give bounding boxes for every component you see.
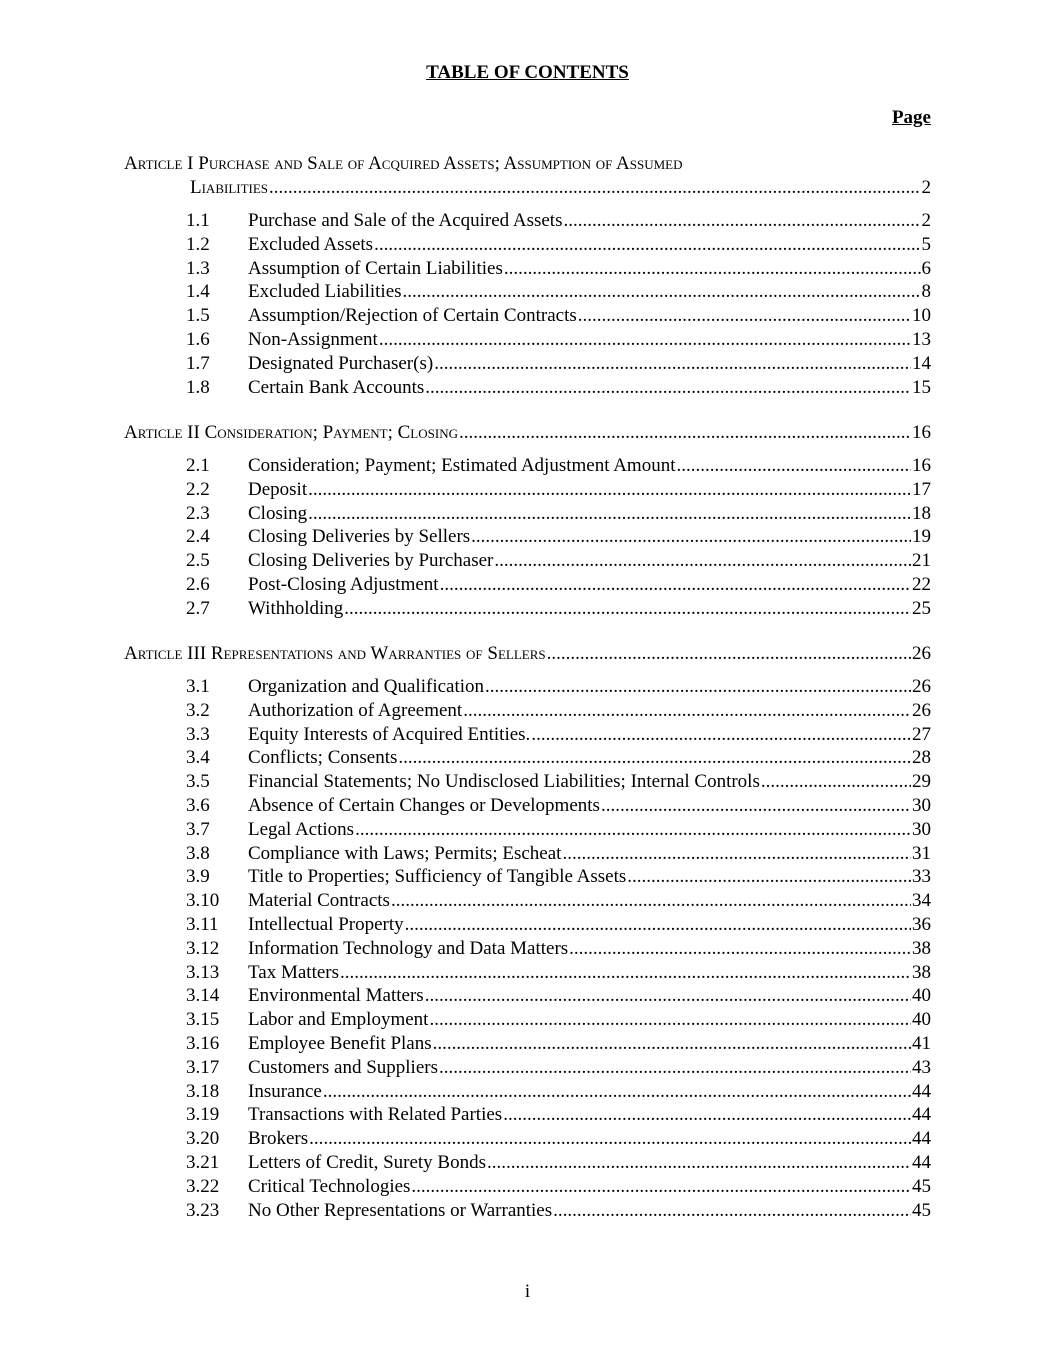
section-number: 2.5 [186,550,210,572]
leader-dots [425,376,911,400]
section-page-number: 40 [912,1009,931,1031]
leader-dots [463,699,911,723]
toc-entry[interactable] [186,573,931,597]
section-title: Excluded Liabilities [248,281,402,303]
toc-entry[interactable] [186,818,931,842]
page-number-footer: i [524,1281,531,1302]
leader-dots [433,1032,911,1056]
leader-dots [569,937,911,961]
leader-dots [459,421,911,445]
section-number: 2.6 [186,573,210,595]
section-title: Closing Deliveries by Sellers [248,526,471,548]
leader-dots [379,328,911,352]
leader-dots [411,1175,911,1199]
section-number: 1.3 [186,257,210,279]
leader-dots [323,1080,911,1104]
leader-dots [308,502,911,526]
section-title: Employee Benefit Plans [248,1032,432,1054]
section-page-number: 40 [912,985,931,1007]
section-title: Brokers [248,1128,309,1150]
section-number: 3.19 [186,1104,220,1126]
article-page-number: 2 [921,177,931,198]
section-page-number: 38 [912,937,931,959]
section-title: Customers and Suppliers [248,1056,438,1078]
toc-entry[interactable] [186,699,931,723]
section-title: Information Technology and Data Matters [248,937,569,959]
toc-entry[interactable] [186,723,931,747]
toc-entry[interactable] [186,502,931,526]
section-number: 3.9 [186,866,210,888]
section-page-number: 18 [912,502,931,524]
toc-entry[interactable] [186,1080,931,1104]
page-column-label: Page [891,107,931,128]
leader-dots [309,1127,911,1151]
section-number: 1.4 [186,281,210,303]
section-page-number: 45 [912,1175,931,1197]
toc-entry[interactable] [186,746,931,770]
section-page-number: 15 [912,376,931,398]
section-number: 3.17 [186,1056,220,1078]
section-number: 3.10 [186,890,220,912]
page-title: TABLE OF CONTENTS [426,62,629,83]
leader-dots [547,642,911,666]
leader-dots [485,675,911,699]
section-title: Closing [248,502,308,524]
section-title: Conflicts; Consents [248,747,398,769]
article-heading-text: Article II Consideration; Payment; Closing [124,422,458,443]
toc-entry[interactable] [186,1008,931,1032]
toc-entry[interactable] [186,549,931,573]
section-number: 2.7 [186,597,210,619]
section-page-number: 26 [912,676,931,697]
toc-entry[interactable] [186,1151,931,1175]
section-page-number: 21 [912,550,931,572]
section-page-number: 44 [912,1104,931,1126]
toc-entry[interactable] [186,304,931,328]
leader-dots [340,961,911,985]
article-2 [124,421,931,619]
section-page-number: 28 [912,747,931,769]
section-number: 3.2 [186,699,210,721]
section-title: Excluded Assets [248,233,374,255]
toc-entry[interactable] [186,233,931,257]
section-number: 2.1 [186,455,210,476]
leader-dots [439,1056,911,1080]
section-title: Designated Purchaser(s) [248,352,434,374]
leader-dots [374,233,920,257]
toc-entry[interactable] [186,525,931,549]
leader-dots [503,1103,911,1127]
section-title: Tax Matters [248,961,340,983]
section-title: Legal Actions [248,818,355,840]
section-title: Letters of Credit, Surety Bonds [248,1151,486,1173]
section-page-number: 31 [912,842,931,864]
section-number: 3.22 [186,1175,220,1197]
section-title: Critical Technologies [248,1175,411,1197]
section-page-number: 6 [921,257,931,279]
section-page-number: 22 [912,573,931,595]
leader-dots [405,913,911,937]
section-number: 1.7 [186,352,210,374]
toc-entry[interactable] [186,937,931,961]
section-number: 3.12 [186,937,220,959]
toc-entry[interactable] [186,913,931,937]
toc-entry[interactable] [186,376,931,400]
leader-dots [434,352,911,376]
article-1 [124,152,931,398]
section-number: 3.4 [186,747,210,769]
leader-dots [344,597,911,621]
section-title: Insurance [248,1080,322,1102]
leader-dots [601,794,911,818]
article-heading-text: Article I Purchase and Sale of Acquired Assets; Assumption of Assumed [124,153,683,174]
toc-entry[interactable] [186,478,931,502]
leader-dots [487,1151,911,1175]
toc-entry[interactable] [186,1175,931,1199]
section-page-number: 44 [912,1080,931,1102]
section-number: 2.3 [186,502,210,524]
toc-entry[interactable] [186,961,931,985]
section-number: 2.4 [186,526,210,548]
section-number: 3.7 [186,818,210,840]
section-page-number: 8 [921,281,931,303]
section-title: Assumption/Rejection of Certain Contracts [248,305,577,327]
section-page-number: 45 [912,1199,931,1221]
section-number: 3.18 [186,1080,220,1102]
section-page-number: 44 [912,1128,931,1150]
article-page-number: 26 [912,643,931,664]
section-number: 1.6 [186,328,210,350]
section-page-number: 26 [912,699,931,721]
toc-entry[interactable] [186,1056,931,1080]
section-list [186,675,931,1222]
leader-dots [471,525,911,549]
toc-entry[interactable] [186,889,931,913]
toc-entry[interactable] [186,352,931,376]
section-title: Compliance with Laws; Permits; Escheat [248,842,562,864]
section-number: 1.1 [186,210,210,231]
section-page-number: 34 [912,890,931,912]
leader-dots [578,304,911,328]
section-title: Non-Assignment [248,328,378,350]
section-page-number: 38 [912,961,931,983]
article-heading-text: Article III Representations and Warranties of Sellers [124,643,546,664]
section-title: Title to Properties; Sufficiency of Tangible Assets [248,866,627,888]
leader-dots [531,723,911,747]
article-3 [124,642,931,1221]
leader-dots [494,549,911,573]
section-number: 3.15 [186,1009,220,1031]
section-page-number: 13 [912,328,931,350]
section-number: 3.5 [186,771,210,793]
toc-entry[interactable] [186,842,931,866]
toc-entry[interactable] [186,257,931,281]
toc-entry[interactable] [186,984,931,1008]
toc-entry[interactable] [186,794,931,818]
section-title: No Other Representations or Warranties [248,1199,553,1221]
article-page-number: 16 [912,422,931,443]
section-number: 3.13 [186,961,220,983]
section-number: 3.3 [186,723,210,745]
section-title: Environmental Matters [248,985,424,1007]
leader-dots [440,573,911,597]
toc-entry[interactable] [186,280,931,304]
section-title: Material Contracts [248,890,390,912]
leader-dots [425,984,911,1008]
section-number: 3.14 [186,985,220,1007]
section-title: Closing Deliveries by Purchaser [248,550,494,572]
leader-dots [553,1199,911,1223]
toc-entry[interactable] [186,865,931,889]
toc-entry[interactable] [186,1103,931,1127]
article-heading[interactable] [124,642,931,666]
leader-dots [269,176,920,200]
section-number: 3.21 [186,1151,220,1173]
section-title: Financial Statements; No Undisclosed Liabilities; Internal Controls [248,771,760,793]
article-heading[interactable] [124,421,931,445]
leader-dots [627,865,911,889]
section-title: Intellectual Property [248,913,404,935]
section-title: Labor and Employment [248,1009,429,1031]
article-heading-text: Liabilities [190,177,269,198]
leader-dots [562,842,911,866]
section-page-number: 29 [912,771,931,793]
article-heading[interactable] [124,152,931,176]
section-page-number: 30 [912,818,931,840]
section-number: 1.5 [186,305,210,327]
section-list [186,209,931,399]
section-title: Organization and Qualification [248,676,485,697]
section-page-number: 36 [912,913,931,935]
toc-entry[interactable] [186,328,931,352]
section-title: Purchase and Sale of the Acquired Assets [248,210,563,231]
section-number: 3.20 [186,1128,220,1150]
section-page-number: 5 [921,233,931,255]
section-page-number: 44 [912,1151,931,1173]
section-page-number: 30 [912,794,931,816]
section-page-number: 41 [912,1032,931,1054]
leader-dots [403,280,921,304]
section-number: 2.2 [186,478,210,500]
leader-dots [761,770,911,794]
section-title: Post-Closing Adjustment [248,573,439,595]
section-page-number: 10 [912,305,931,327]
leader-dots [429,1008,911,1032]
section-title: Certain Bank Accounts [248,376,425,398]
section-number: 3.23 [186,1199,220,1221]
section-title: Deposit [248,478,308,500]
section-page-number: 25 [912,597,931,619]
leader-dots [676,454,911,478]
section-title: Equity Interests of Acquired Entities. [248,723,531,745]
section-number: 3.11 [186,913,219,935]
section-list [186,454,931,621]
leader-dots [398,746,911,770]
section-number: 3.1 [186,676,210,697]
section-number: 3.16 [186,1032,220,1054]
section-page-number: 33 [912,866,931,888]
toc-entry[interactable] [186,770,931,794]
toc-entry[interactable] [186,597,931,621]
section-page-number: 19 [912,526,931,548]
section-page-number: 14 [912,352,931,374]
section-title: Absence of Certain Changes or Developments [248,794,600,816]
section-number: 3.6 [186,794,210,816]
section-title: Consideration; Payment; Estimated Adjustment Amount [248,455,676,476]
section-title: Authorization of Agreement [248,699,463,721]
section-number: 1.2 [186,233,210,255]
toc-entry[interactable] [186,675,931,699]
leader-dots [504,257,921,281]
leader-dots [308,478,911,502]
section-number: 3.8 [186,842,210,864]
toc-entry[interactable] [186,1199,931,1223]
article-heading-continuation[interactable] [124,176,931,200]
leader-dots [355,818,911,842]
toc-entry[interactable] [186,454,931,478]
section-title: Transactions with Related Parties [248,1104,503,1126]
leader-dots [563,209,920,233]
section-title: Withholding [248,597,344,619]
section-page-number: 2 [921,210,931,231]
section-title: Assumption of Certain Liabilities [248,257,503,279]
section-number: 1.8 [186,376,210,398]
toc-entry[interactable] [186,1032,931,1056]
section-page-number: 17 [912,478,931,500]
toc-entry[interactable] [186,1127,931,1151]
section-page-number: 43 [912,1056,931,1078]
toc-entry[interactable] [186,209,931,233]
section-page-number: 16 [912,455,931,476]
section-page-number: 27 [912,723,931,745]
leader-dots [391,889,911,913]
